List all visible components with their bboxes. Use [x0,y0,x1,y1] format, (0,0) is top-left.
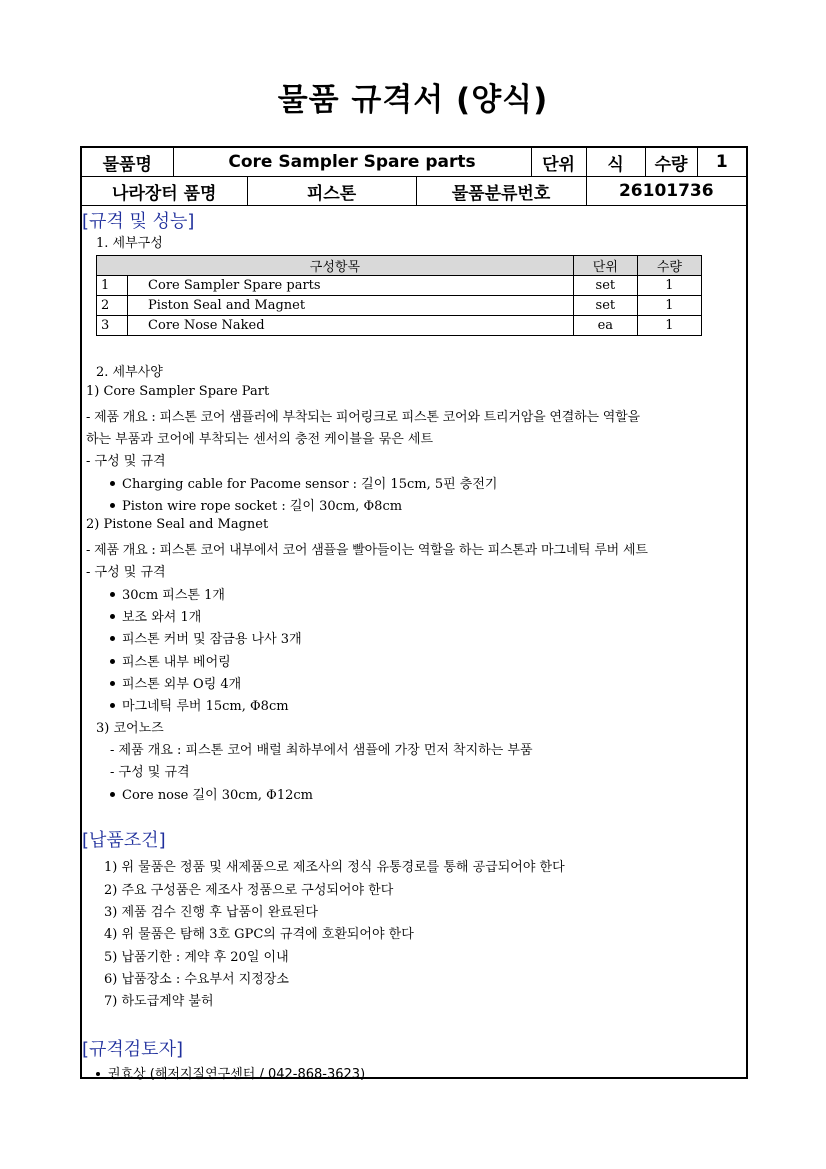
spec-heading: [규격 및 성능] [82,211,195,232]
document-title: 물품 규격서 (양식) [277,82,549,118]
part1-spec-title: - 구성 및 규격 [86,454,166,469]
part3-overview: - 제품 개요 : 피스톤 코어 배럴 최하부에서 샘플에 가장 먼저 착지하는 부품 [110,743,533,758]
delivery-item: 4) 위 물품은 탐해 3호 GPC의 규격에 호환되어야 한다 [104,927,414,942]
bullet-icon [110,792,115,797]
table-row [97,276,702,296]
composition-table [96,255,702,336]
list-item: 마그네틱 루버 15cm, Φ8cm [110,695,289,714]
col-header-unit: 단위 [573,256,637,276]
list-item: Charging cable for Pacome sensor : 길이 15cm, 5핀 충전기 [110,473,497,492]
table-row [97,296,702,316]
row-unit: ea [573,316,637,336]
delivery-item: 7) 하도급계약 불허 [104,994,214,1009]
row-no: 1 [97,276,128,296]
delivery-heading: [납품조건] [82,830,166,851]
bullet-icon [96,1072,100,1076]
part2-spec-title: - 구성 및 규격 [86,565,166,580]
list-item: 30cm 피스톤 1개 [110,584,225,603]
item-name-label: 물품명 [82,148,173,177]
list-item: Core nose 길이 30cm, Φ12cm [110,784,313,803]
unit-value: 식 [586,148,645,177]
row-item: Core Nose Naked [128,316,574,336]
unit-label: 단위 [531,148,586,177]
reviewer-heading: [규격검토자] [82,1039,183,1060]
class-number-label: 물품분류번호 [416,177,586,206]
list-item: 보조 와셔 1개 [110,606,201,625]
bullet-icon [110,592,115,597]
table-row [97,316,702,336]
spec-form [80,146,748,1082]
row-qty: 1 [637,316,701,336]
list-item: 피스톤 커버 및 잠금용 나사 3개 [110,628,302,647]
bullet-icon [110,503,115,508]
bullet-icon [110,659,115,664]
delivery-item: 3) 제품 검수 진행 후 납품이 완료된다 [104,905,318,920]
bullet-icon [110,481,115,486]
list-item: 피스톤 외부 O링 4개 [110,673,241,692]
delivery-item: 6) 납품장소 : 수요부서 지정장소 [104,972,289,987]
row-qty: 1 [637,276,701,296]
row-no: 2 [97,296,128,316]
part3-spec-title: - 구성 및 규격 [110,765,190,780]
detail-composition-title: 1. 세부구성 [96,236,163,251]
row-item: Piston Seal and Magnet [128,296,574,316]
row-item: Core Sampler Spare parts [128,276,574,296]
part1-overview-line2: 하는 부품과 코어에 부착되는 센서의 충전 케이블을 묶은 세트 [86,432,434,447]
part2-overview: - 제품 개요 : 피스톤 코어 내부에서 코어 샘플을 빨아들이는 역할을 하는 피스톤과 마그네틱 루버 세트 [86,543,648,558]
item-name-value: Core Sampler Spare parts [173,148,531,177]
list-item: Piston wire rope socket : 길이 30cm, Φ8cm [110,495,402,514]
bullet-icon [110,681,115,686]
detail-spec-title: 2. 세부사양 [96,365,163,380]
part2-title: 2) Pistone Seal and Magnet [86,517,269,532]
delivery-item: 2) 주요 구성품은 제조사 정품으로 구성되어야 한다 [104,883,394,898]
g2b-name-value: 피스톤 [247,177,416,206]
list-item: 피스톤 내부 베어링 [110,651,231,670]
qty-value: 1 [697,148,746,177]
class-number-value: 26101736 [586,177,746,206]
col-header-qty: 수량 [637,256,701,276]
row-no: 3 [97,316,128,336]
part1-overview-line1: - 제품 개요 : 피스톤 코어 샘플러에 부착되는 피어링크로 피스톤 코어와 트리거암을 연결하는 역할을 [86,410,640,425]
row-qty: 1 [637,296,701,316]
g2b-name-label: 나라장터 품명 [82,177,247,206]
part3-title: 3) 코어노즈 [96,721,164,736]
part1-title: 1) Core Sampler Spare Part [86,384,270,399]
row-unit: set [573,296,637,316]
row-unit: set [573,276,637,296]
delivery-item: 5) 납품기한 : 계약 후 20일 이내 [104,950,289,965]
table-header-row [97,256,702,276]
header-table [82,148,746,206]
bullet-icon [110,703,115,708]
reviewer-entry: 권효상 (해저지질연구센터 / 042-868-3623) [96,1063,365,1082]
delivery-item: 1) 위 물품은 정품 및 새제품으로 제조사의 정식 유통경로를 통해 공급되어야 한다 [104,860,565,875]
qty-label: 수량 [645,148,697,177]
bullet-icon [110,614,115,619]
bullet-icon [110,636,115,641]
col-header-item: 구성항목 [97,256,574,276]
